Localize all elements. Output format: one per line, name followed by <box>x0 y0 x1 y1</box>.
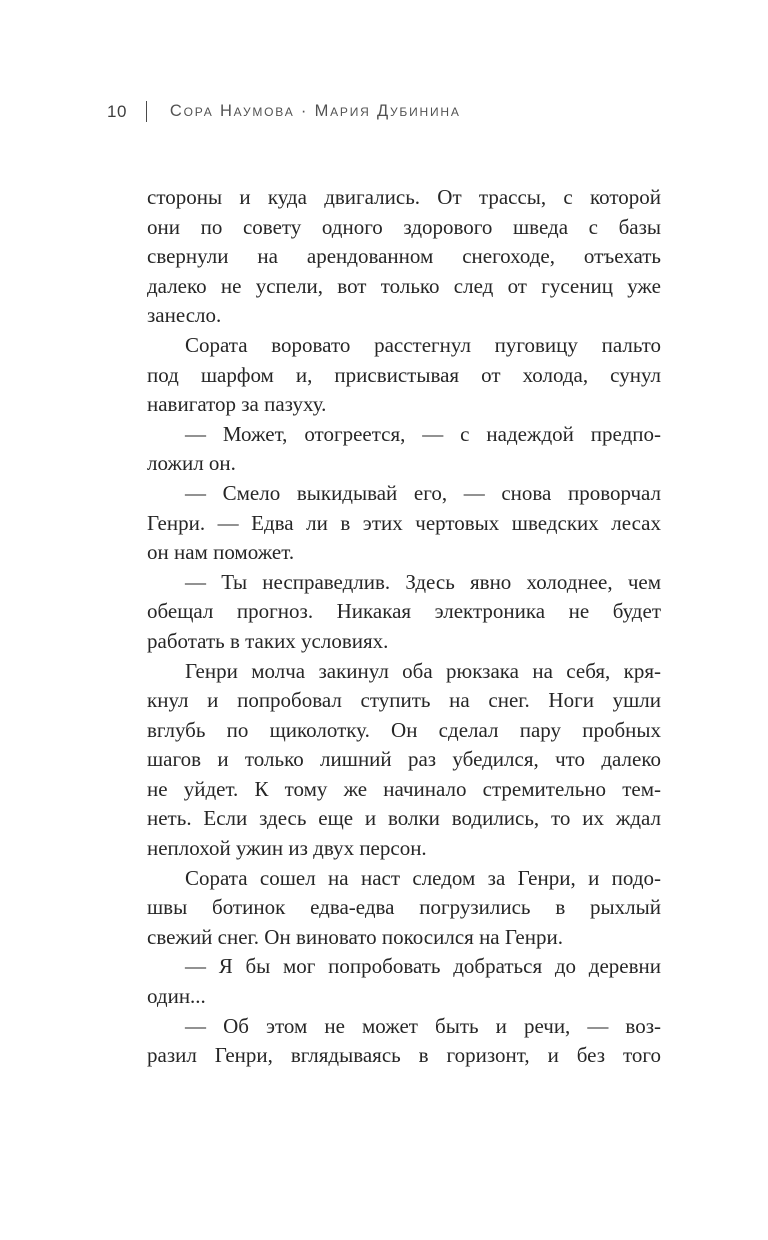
text-line: Генри. — Едва ли в этих чертовых шведских лесах <box>147 510 661 535</box>
text-line: стороны и куда двигались. От трассы, с которой <box>147 185 661 209</box>
text-line: — Может, отогреется, — с надеждой предпо- <box>185 421 661 446</box>
text-line: неть. Если здесь еще и волки водились, то их ждал <box>147 806 661 831</box>
text-line: свернули на арендованном снегоходе, отъехать <box>147 244 661 269</box>
text-line: — Об этом не может быть и речи, — воз- <box>185 1013 661 1038</box>
text-line: разил Генри, вглядываясь в горизонт, и без того <box>147 1043 661 1068</box>
text-line: не уйдет. К тому же начинало стремительно тем- <box>147 776 661 801</box>
text-line: они по совету одного здорового шведа с базы <box>147 214 661 239</box>
text-line: вглубь по щиколотку. Он сделал пару пробных <box>147 717 661 742</box>
text-line: — Я бы мог попробовать добраться до деревни <box>185 954 661 979</box>
text-line: далеко не успели, вот только след от гусениц уже <box>147 273 661 298</box>
text-line: один... <box>147 984 206 1009</box>
header-divider <box>146 101 147 122</box>
page-header <box>107 101 461 122</box>
text-line: Генри молча закинул оба рюкзака на себя, кря- <box>185 658 661 683</box>
text-line: — Ты несправедлив. Здесь явно холоднее, чем <box>185 569 661 594</box>
text-line: обещал прогноз. Никакая электроника не будет <box>147 599 661 624</box>
text-line: — Смело выкидывай его, — снова проворчал <box>185 480 661 505</box>
text-line: Сората сошел на наст следом за Генри, и подо- <box>185 865 661 890</box>
text-line: работать в таких условиях. <box>147 628 389 653</box>
text-line: неплохой ужин из двух персон. <box>147 836 427 861</box>
text-line: он нам поможет. <box>147 540 295 565</box>
text-line: навигатор за пазуху. <box>147 392 327 417</box>
text-line: под шарфом и, присвистывая от холода, сунул <box>147 362 661 387</box>
page-number: 10 <box>107 101 127 121</box>
running-head: Сора Наумова · Мария Дубинина <box>169 102 461 120</box>
text-line: свежий снег. Он виновато покосился на Генри. <box>147 924 563 949</box>
text-line: ложил он. <box>147 451 236 476</box>
text-line: кнул и попробовал ступить на снег. Ноги ушли <box>147 688 661 713</box>
text-line: Сората воровато расстегнул пуговицу пальто <box>185 332 661 357</box>
text-line: занесло. <box>147 303 222 328</box>
text-block <box>147 183 661 1071</box>
text-line: шагов и только лишний раз убедился, что далеко <box>147 747 661 772</box>
text-line: швы ботинок едва-едва погрузились в рыхлый <box>147 895 661 920</box>
